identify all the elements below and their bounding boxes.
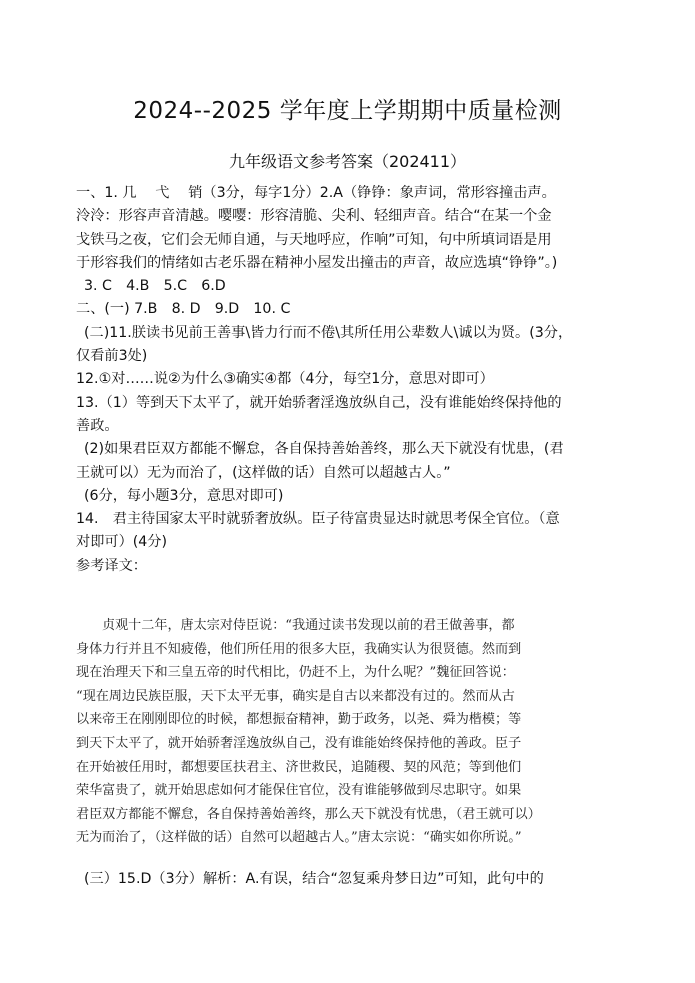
answer-line-10: 13.（1）等到天下太平了，就开始骄奢淫逸放纵自己，没有谁能始终保持他的 <box>76 394 562 411</box>
answer-line-5: 3. C 4.B 5.C 6.D <box>84 278 226 295</box>
translation-section <box>76 614 641 850</box>
answer-line-1: 一、1. 几 弋 销（3分，每字1分）2.A（铮铮：象声词，常形容撞击声。 <box>76 185 556 201</box>
answer-line-12: (2)如果君臣双方都能不懈怠，各自保持善始善终，那么天下就没有忧患，(君 <box>84 441 564 458</box>
answer-line-7: (二)11.朕读书见前王善事\皆力行而不倦\其所任用公辈数人\诚以为贤。(3分， <box>84 324 573 341</box>
page-subtitle: 九年级语文参考答案（202411） <box>228 152 467 171</box>
answer-line-8: 仅看前3处) <box>76 348 148 365</box>
answer-line-2: 泠泠：形容声音清越。嘤嘤：形容清脆、尖利、轻细声音。结合“在某一个金 <box>76 208 552 225</box>
page-title: 2024--2025 学年度上学期期中质量检测 <box>133 98 562 124</box>
translation-line-5: 以来帝王在刚刚即位的时候，都想振奋精神，勤于政务，以尧、舜为楷模；等 <box>76 712 522 728</box>
translation-line-1: 贞观十二年，唐太宗对侍臣说：“我通过读书发现以前的君王做善事，都 <box>102 618 515 633</box>
translation-line-7: 在开始被任用时，都想要匡扶君主、济世救民，追随稷、契的风范；等到他们 <box>76 759 522 775</box>
answers-section <box>76 182 636 578</box>
answer-line-13: 王就可以）无为而治了，(这样做的话）自然可以超越古人。” <box>76 464 451 481</box>
answer-line-14: (6分，每小题3分，意思对即可) <box>84 487 284 504</box>
translation-line-6: 到天下太平了，就开始骄奢淫逸放纵自己，没有谁能始终保持他的善政。臣子 <box>76 735 522 751</box>
answer-line-15-item: (三）15.D（3分）解析：A.有误，结合“忽复乘舟梦日边”可知，此句中的 <box>84 871 544 887</box>
answer-line-17: 参考译文： <box>76 557 147 574</box>
translation-line-3: 现在治理天下和三皇五帝的时代相比，仍赶不上，为什么呢？”魏征回答说： <box>76 665 515 681</box>
answer-line-6: 二、(一) 7.B 8. D 9.D 10. C <box>76 301 291 318</box>
section-three <box>76 868 636 891</box>
answer-line-3: 戈铁马之夜，它们会无师自通，与天地呼应，作响”可知，句中所填词语是用 <box>76 231 552 248</box>
answer-line-15: 14. 君主待国家太平时就骄奢放纵。臣子待富贵显达时就思考保全官位。（意 <box>76 511 560 528</box>
translation-line-10: 无为而治了，（这样做的话）自然可以超越古人。”唐太宗说：“确实如你所说。” <box>76 830 522 846</box>
answer-line-16: 对即可）(4分) <box>76 534 168 551</box>
translation-line-9: 君臣双方都能不懈怠，各自保持善始善终，那么天下就没有忧患，（君王就可以） <box>76 806 541 822</box>
answer-line-4: 于形容我们的情绪如古老乐器在精神小屋发出撞击的声音，故应选填“铮铮”。) <box>76 254 558 271</box>
translation-line-8: 荣华富贵了，就开始思虑如何才能保住官位，没有谁能够做到尽忠职守。如果 <box>76 783 522 799</box>
translation-line-2: 身体力行并且不知疲倦，他们所任用的很多大臣，我确实认为很贤德。然而到 <box>76 641 522 657</box>
translation-line-4: “现在周边民族臣服，天下太平无事，确实是自古以来都没有过的。然而从古 <box>76 688 515 704</box>
answer-line-9: 12.①对……说②为什么③确实④都（4分，每空1分，意思对即可） <box>76 371 494 388</box>
answer-line-11: 善政。 <box>76 417 119 434</box>
